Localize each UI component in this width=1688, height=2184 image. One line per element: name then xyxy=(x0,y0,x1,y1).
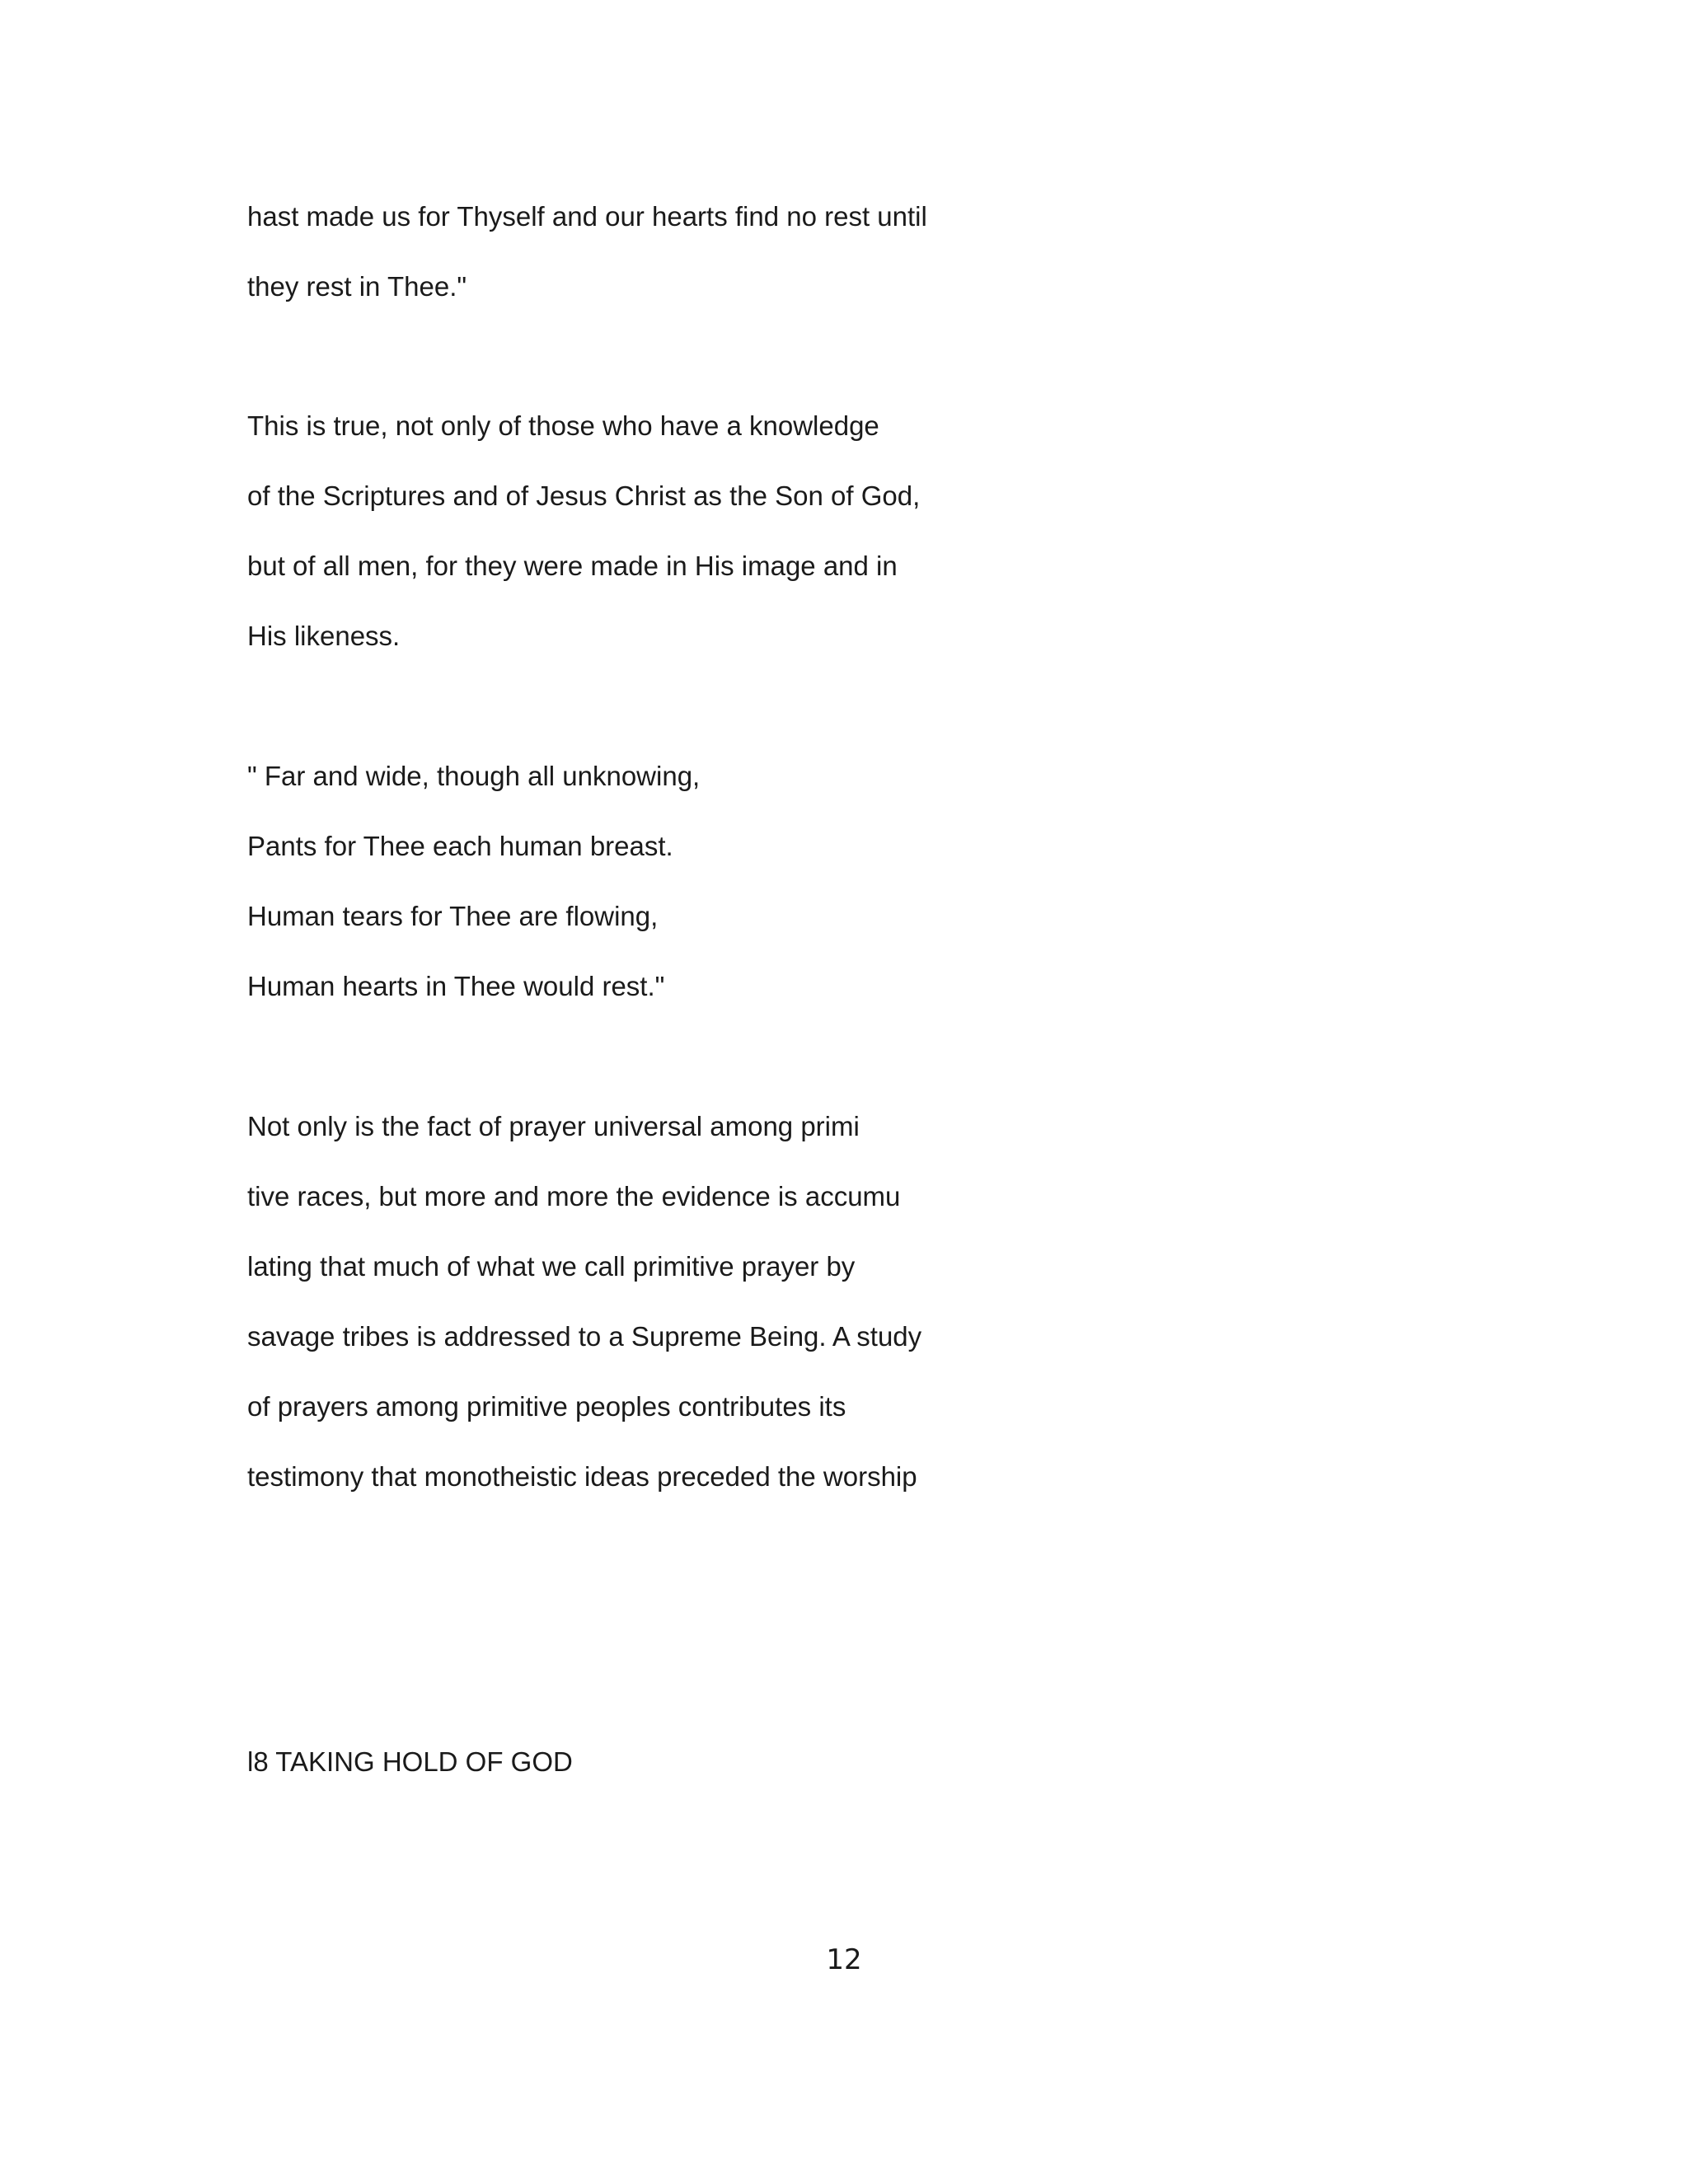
text-line: This is true, not only of those who have a knowledge xyxy=(247,410,879,441)
running-footer: l8 TAKING HOLD OF GOD xyxy=(247,1746,573,1777)
text-line: of prayers among primitive peoples contributes its xyxy=(247,1391,846,1422)
text-line: hast made us for Thyself and our hearts find no rest until xyxy=(247,201,927,232)
text-line: savage tribes is addressed to a Supreme Being. A study xyxy=(247,1321,922,1352)
text-line: tive races, but more and more the evidence is accumu xyxy=(247,1181,901,1212)
text-line: they rest in Thee." xyxy=(247,271,467,302)
text-line: His likeness. xyxy=(247,621,401,651)
text-line: testimony that monotheistic ideas preceded the worship xyxy=(247,1461,917,1492)
text-line: lating that much of what we call primitive prayer by xyxy=(247,1251,856,1282)
page-number: 12 xyxy=(826,1943,862,1976)
text-line: Not only is the fact of prayer universal among primi xyxy=(247,1111,860,1141)
verse-line: Human hearts in Thee would rest." xyxy=(247,971,665,1001)
verse-line: Human tears for Thee are flowing, xyxy=(247,901,659,931)
text-line: of the Scriptures and of Jesus Christ as the Son of God, xyxy=(247,480,921,511)
text-line: but of all men, for they were made in His image and in xyxy=(247,551,898,581)
verse-line: " Far and wide, though all unknowing, xyxy=(247,761,701,791)
verse-line: Pants for Thee each human breast. xyxy=(247,831,673,861)
